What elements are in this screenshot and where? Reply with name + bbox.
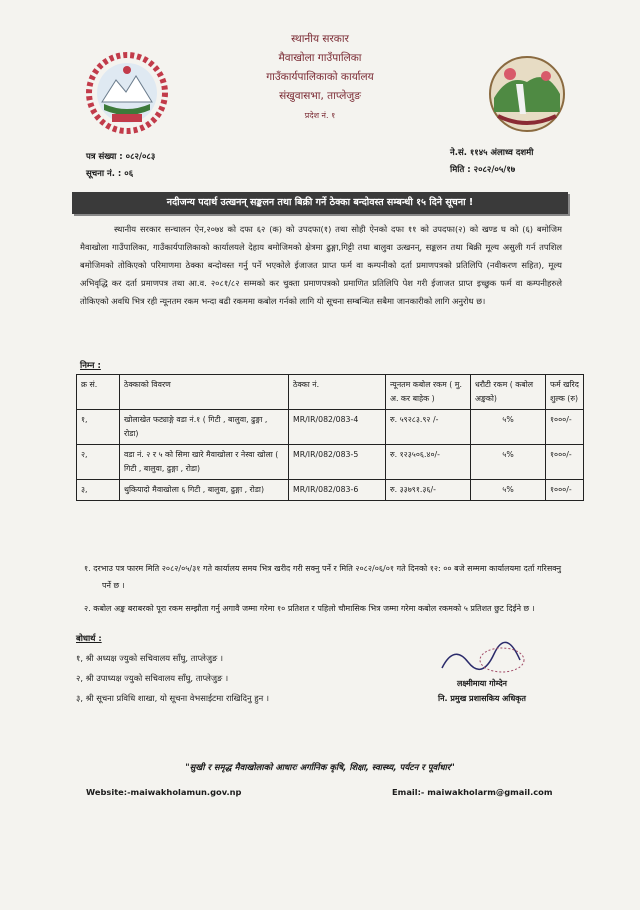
header-min-bid: न्यूनतम कबोल रकम ( मु. अ. कर बाहेक ) bbox=[386, 375, 471, 410]
table-row bbox=[77, 410, 584, 445]
contract-table bbox=[76, 374, 584, 501]
header-line-3: गाउँकार्यपालिकाको कार्यालय bbox=[266, 71, 374, 83]
email-link[interactable]: Email:- maiwakholarm@gmail.com bbox=[392, 787, 553, 797]
table-row bbox=[77, 480, 584, 501]
cell-contract-no: MR/IR/082/083-4 bbox=[289, 410, 386, 445]
notice-title: नदीजन्य पदार्थ उत्खनन् सङ्कलन तथा बिक्री गर्ने ठेक्का बन्दोवस्त सम्बन्धी १५ दिने सूचना ! bbox=[72, 192, 568, 214]
cell-serial: १, bbox=[77, 410, 120, 445]
cell-contract-no: MR/IR/082/083-5 bbox=[289, 445, 386, 480]
body-text: स्थानीय सरकार सन्चालन ऐन,२०७४ को दफा ६२ (क) को उपदफा(१) तथा सोही ऐनको दफा ११ को उपदफा(२) को खण्ड घ को (६) बमोजिम मैवाखोला गाउँपालिका, गाउँकार्यपालिकाको कार्यालयले देहाय बमोजिमको क्षेत्रमा ढुङ्गा,गिट्टी तथा बालुवा उत्खनन्, सङ्कलन तथा बिक्री मूल्य असुली गर्न तपशिल बमोजिमको तोकिएको परिमाणमा ठेक्का बन्दोवस्त गर्नु पर्ने भएकोले ईजाजत प्राप्त फर्म वा कम्पनीको दर्ता प्रमाणपत्रको प्रतिलिपि (नवीकरण सहित), मूल्य अभिवृद्धि कर दर्ता प्रमाणपत्र तथा आ.व. २०८१/८२ सम्मको कर चुक्ता प्रमाणपत्रको प्रमाणित प्रतिलिपि पेश गरी ईजाजत प्राप्त इच्छुक फर्म वा कम्पनीहरुले तोकिएको अवधि भित्र रही न्यूनतम रकम भन्दा बढी रकममा कबोल गर्नको लागि यो सूचना सम्बन्धित सबैमा जानकारीको लागि अनुरोध छ। bbox=[80, 224, 562, 306]
cell-serial: ३, bbox=[77, 480, 120, 501]
bodhartha-item: ३, श्री सूचना प्रविधि शाखा, यो सूचना वेभसाईटमा राखिदिनु हुन । bbox=[76, 693, 270, 703]
cell-min-bid: रु. ५९२८३.९२ /- bbox=[386, 410, 471, 445]
table-row bbox=[77, 445, 584, 480]
cell-description: खोलाखेत फट्याङ्गे वडा नं.१ ( गिटी , बालुवा, ढुङ्गा , रोडा) bbox=[120, 410, 289, 445]
bodhartha-label: बोधार्थ : bbox=[76, 633, 102, 643]
slogan: "सुखी र समृद्ध मैवाखोलाको आधारः अर्गानिक कृषि, शिक्षा, स्वास्थ्य, पर्यटन र पूर्वाधार" bbox=[185, 763, 455, 773]
header-contract-no: ठेक्का नं. bbox=[289, 375, 386, 410]
letter-number: पत्र संख्या : ०८२/०८३ bbox=[86, 152, 156, 162]
signatory-title: नि. प्रमुख प्रशासकिय अधिकृत bbox=[438, 694, 526, 703]
header-serial: क्र सं. bbox=[77, 375, 120, 410]
header-description: ठेक्काको विवरण bbox=[120, 375, 289, 410]
header-line-1: स्थानीय सरकार bbox=[291, 33, 349, 45]
cell-min-bid: रु. १२३५०६.४०/- bbox=[386, 445, 471, 480]
cell-form-fee: १०००/- bbox=[546, 445, 584, 480]
cell-deposit: ५% bbox=[471, 480, 546, 501]
letterhead bbox=[0, 30, 640, 125]
condition-item: २. कबोल अङ्क बराबरको पूरा रकम सम्झौता गर्नु अगावै जम्मा गरेमा १० प्रतिशत र पहिलो चौमासिक भित्र जम्मा गरेमा कबोल रकमको ५ प्रतिशत छुट दिईने छ । bbox=[84, 604, 535, 613]
header-line-2: मैवाखोला गाउँपालिका bbox=[278, 52, 362, 64]
bodhartha-item: २, श्री उपाध्यक्ष ज्युको सचिवालय साँघु, ताप्लेजुङ । bbox=[76, 673, 229, 683]
nepal-sambat-date: ने.सं. ११४५ अंलाध्व दशमी bbox=[450, 148, 534, 158]
signature-block bbox=[432, 640, 532, 704]
notice-number: सूचना नं. : ०६ bbox=[86, 169, 134, 179]
signatory-name: लक्ष्मीमाया गोम्देन bbox=[456, 679, 508, 688]
cell-deposit: ५% bbox=[471, 445, 546, 480]
cell-min-bid: रु. ३३७९१.३६/- bbox=[386, 480, 471, 501]
header-line-4: संखुवासभा, ताप्लेजुङ bbox=[279, 90, 361, 102]
cell-description: वडा नं. २ र ५ को सिमा खारे मैवाखोला र नेस्वा खोला ( गिटी , बालुवा, ढुङ्गा , रोडा) bbox=[120, 445, 289, 480]
cell-form-fee: १०००/- bbox=[546, 480, 584, 501]
website-link[interactable]: Website:-maiwakholamun.gov.np bbox=[86, 787, 242, 797]
cell-description: थुकियादो मैवाखोला ६ गिटी , बालुवा, ढुङ्गा , रोडा) bbox=[120, 480, 289, 501]
table-header-row bbox=[77, 375, 584, 410]
cell-form-fee: १०००/- bbox=[546, 410, 584, 445]
body-paragraph bbox=[80, 220, 562, 310]
condition-item: १. दरभाउ पत्र फारम मिति २०८२/०५/३१ गते कार्यालय समय भित्र खरीद गरी सक्नु पर्ने र मिति २०८२/०६/०१ गते दिनको १२: ०० बजे सम्ममा कार्यालयमा दर्ता गरिसक्नु पर्ने छ । bbox=[84, 564, 562, 590]
nimna-label: निम्न : bbox=[80, 361, 101, 371]
conditions-list bbox=[84, 560, 564, 623]
bodhartha-item: १, श्री अध्यक्ष ज्युको सचिवालय साँघु, ताप्लेजुङ । bbox=[76, 653, 224, 663]
signature-stamp-icon bbox=[432, 640, 532, 676]
bodhartha-section bbox=[76, 628, 269, 708]
cell-serial: २, bbox=[77, 445, 120, 480]
notice-date: मिति : २०८२/०५/१७ bbox=[450, 165, 516, 175]
header-deposit: धरौटी रकम ( कबोल अङ्कको) bbox=[471, 375, 546, 410]
cell-deposit: ५% bbox=[471, 410, 546, 445]
header-form-fee: फर्म खरिद शुल्क (रु) bbox=[546, 375, 584, 410]
cell-contract-no: MR/IR/082/083-6 bbox=[289, 480, 386, 501]
header-line-5: प्रदेश नं. १ bbox=[304, 111, 336, 120]
